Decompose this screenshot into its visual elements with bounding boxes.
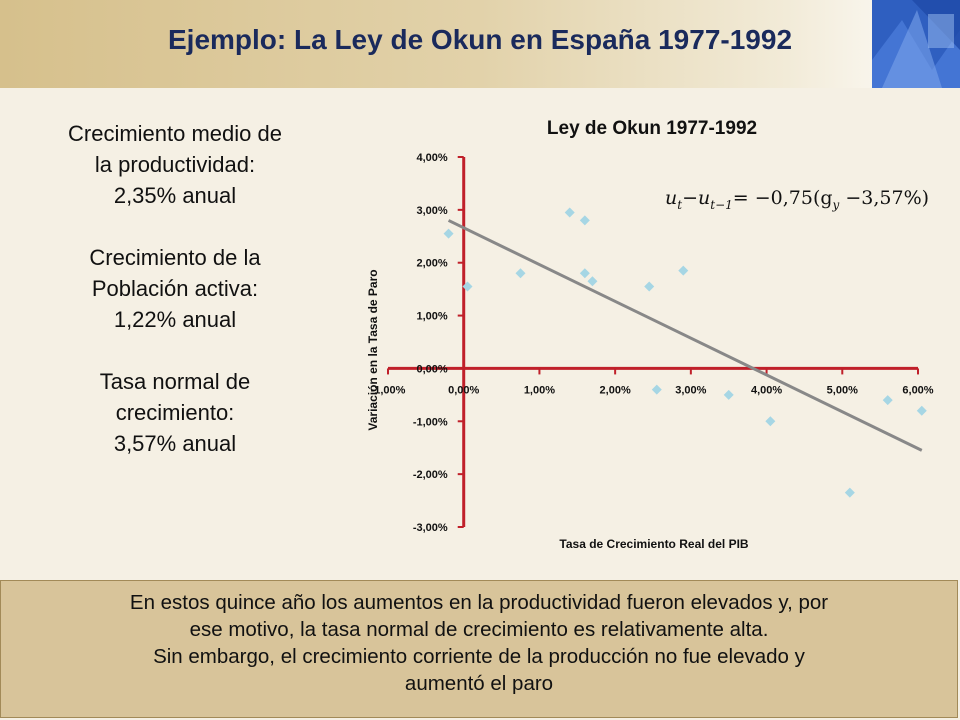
- x-tick-label: 0,00%: [448, 384, 480, 397]
- normal-growth-line-2: crecimiento:: [115, 400, 235, 425]
- x-tick-label: 3,00%: [675, 384, 707, 397]
- svg-text:ut−ut−1= −0,75(gy −3,57%): [665, 187, 929, 212]
- conclusion-line-2: ese motivo, la tasa normal de crecimiento es relativamente alta.: [189, 618, 769, 641]
- eq-u2: u: [698, 187, 711, 209]
- data-point: [580, 268, 590, 278]
- labor-force-line-1: Crecimiento de la: [89, 245, 261, 270]
- regression-equation: [665, 187, 929, 212]
- conclusion-line-3: Sin embargo, el crecimiento corriente de la producción no fue elevado y: [153, 645, 805, 668]
- conclusion-box: [0, 580, 958, 718]
- data-point: [516, 268, 526, 278]
- y-tick-label: 3,00%: [416, 204, 448, 217]
- data-point: [678, 266, 688, 276]
- chart-title: Ley de Okun 1977-1992: [546, 118, 758, 139]
- labor-force-line-3: 1,22% anual: [113, 307, 237, 332]
- y-tick-label: 1,00%: [416, 310, 448, 323]
- normal-growth-line-3: 3,57% anual: [113, 431, 237, 456]
- normal-growth-line-1: Tasa normal de: [99, 369, 251, 394]
- y-tick-label: 0,00%: [416, 363, 448, 376]
- y-axis-label: Variación en la Tasa de Paro: [366, 269, 380, 431]
- eq-rhs: = −0,75(g: [732, 187, 833, 209]
- conclusion-line-4: aumentó el paro: [404, 672, 554, 695]
- labor-force-line-2: Población activa:: [91, 276, 259, 301]
- x-tick-label: 4,00%: [750, 384, 783, 397]
- eq-tail: −3,57%): [839, 187, 930, 209]
- data-point: [765, 416, 775, 426]
- eq-sub-t: t: [677, 198, 683, 212]
- x-tick-label: -1,00%: [370, 384, 406, 397]
- productivity-line-2: la productividad:: [94, 152, 256, 177]
- data-point: [724, 390, 734, 400]
- x-tick-label: 1,00%: [523, 384, 556, 397]
- productivity-line-3: 2,35% anual: [113, 183, 237, 208]
- eq-sub-y: y: [832, 198, 840, 212]
- data-point: [587, 276, 597, 286]
- x-axis-label: Tasa de Crecimiento Real del PIB: [559, 537, 749, 551]
- eq-u1: u: [665, 187, 678, 209]
- eq-minus: −: [682, 187, 698, 209]
- data-point: [917, 406, 927, 416]
- x-tick-label: 6,00%: [902, 384, 934, 397]
- conclusion-line-1: En estos quince año los aumentos en la productividad fueron elevados y, por: [129, 591, 829, 614]
- data-point: [652, 385, 662, 395]
- slide-title: Ejemplo: La Ley de Okun en España 1977-1992: [167, 24, 793, 55]
- productivity-line-1: Crecimiento medio de: [68, 121, 282, 146]
- x-tick-label: 5,00%: [826, 384, 858, 397]
- y-tick-label: 2,00%: [416, 257, 448, 270]
- data-point: [644, 282, 654, 292]
- data-point: [580, 215, 590, 225]
- data-point: [444, 229, 454, 239]
- y-tick-label: 4,00%: [416, 152, 448, 164]
- eq-sub-t-1: t−1: [710, 198, 733, 212]
- trend-line: [449, 220, 922, 450]
- data-point: [845, 488, 855, 498]
- data-point: [883, 395, 893, 405]
- y-tick-label: -3,00%: [412, 522, 448, 534]
- x-tick-label: 2,00%: [599, 384, 631, 397]
- data-point: [565, 208, 575, 218]
- y-tick-label: -2,00%: [412, 469, 448, 482]
- y-tick-label: -1,00%: [412, 416, 448, 429]
